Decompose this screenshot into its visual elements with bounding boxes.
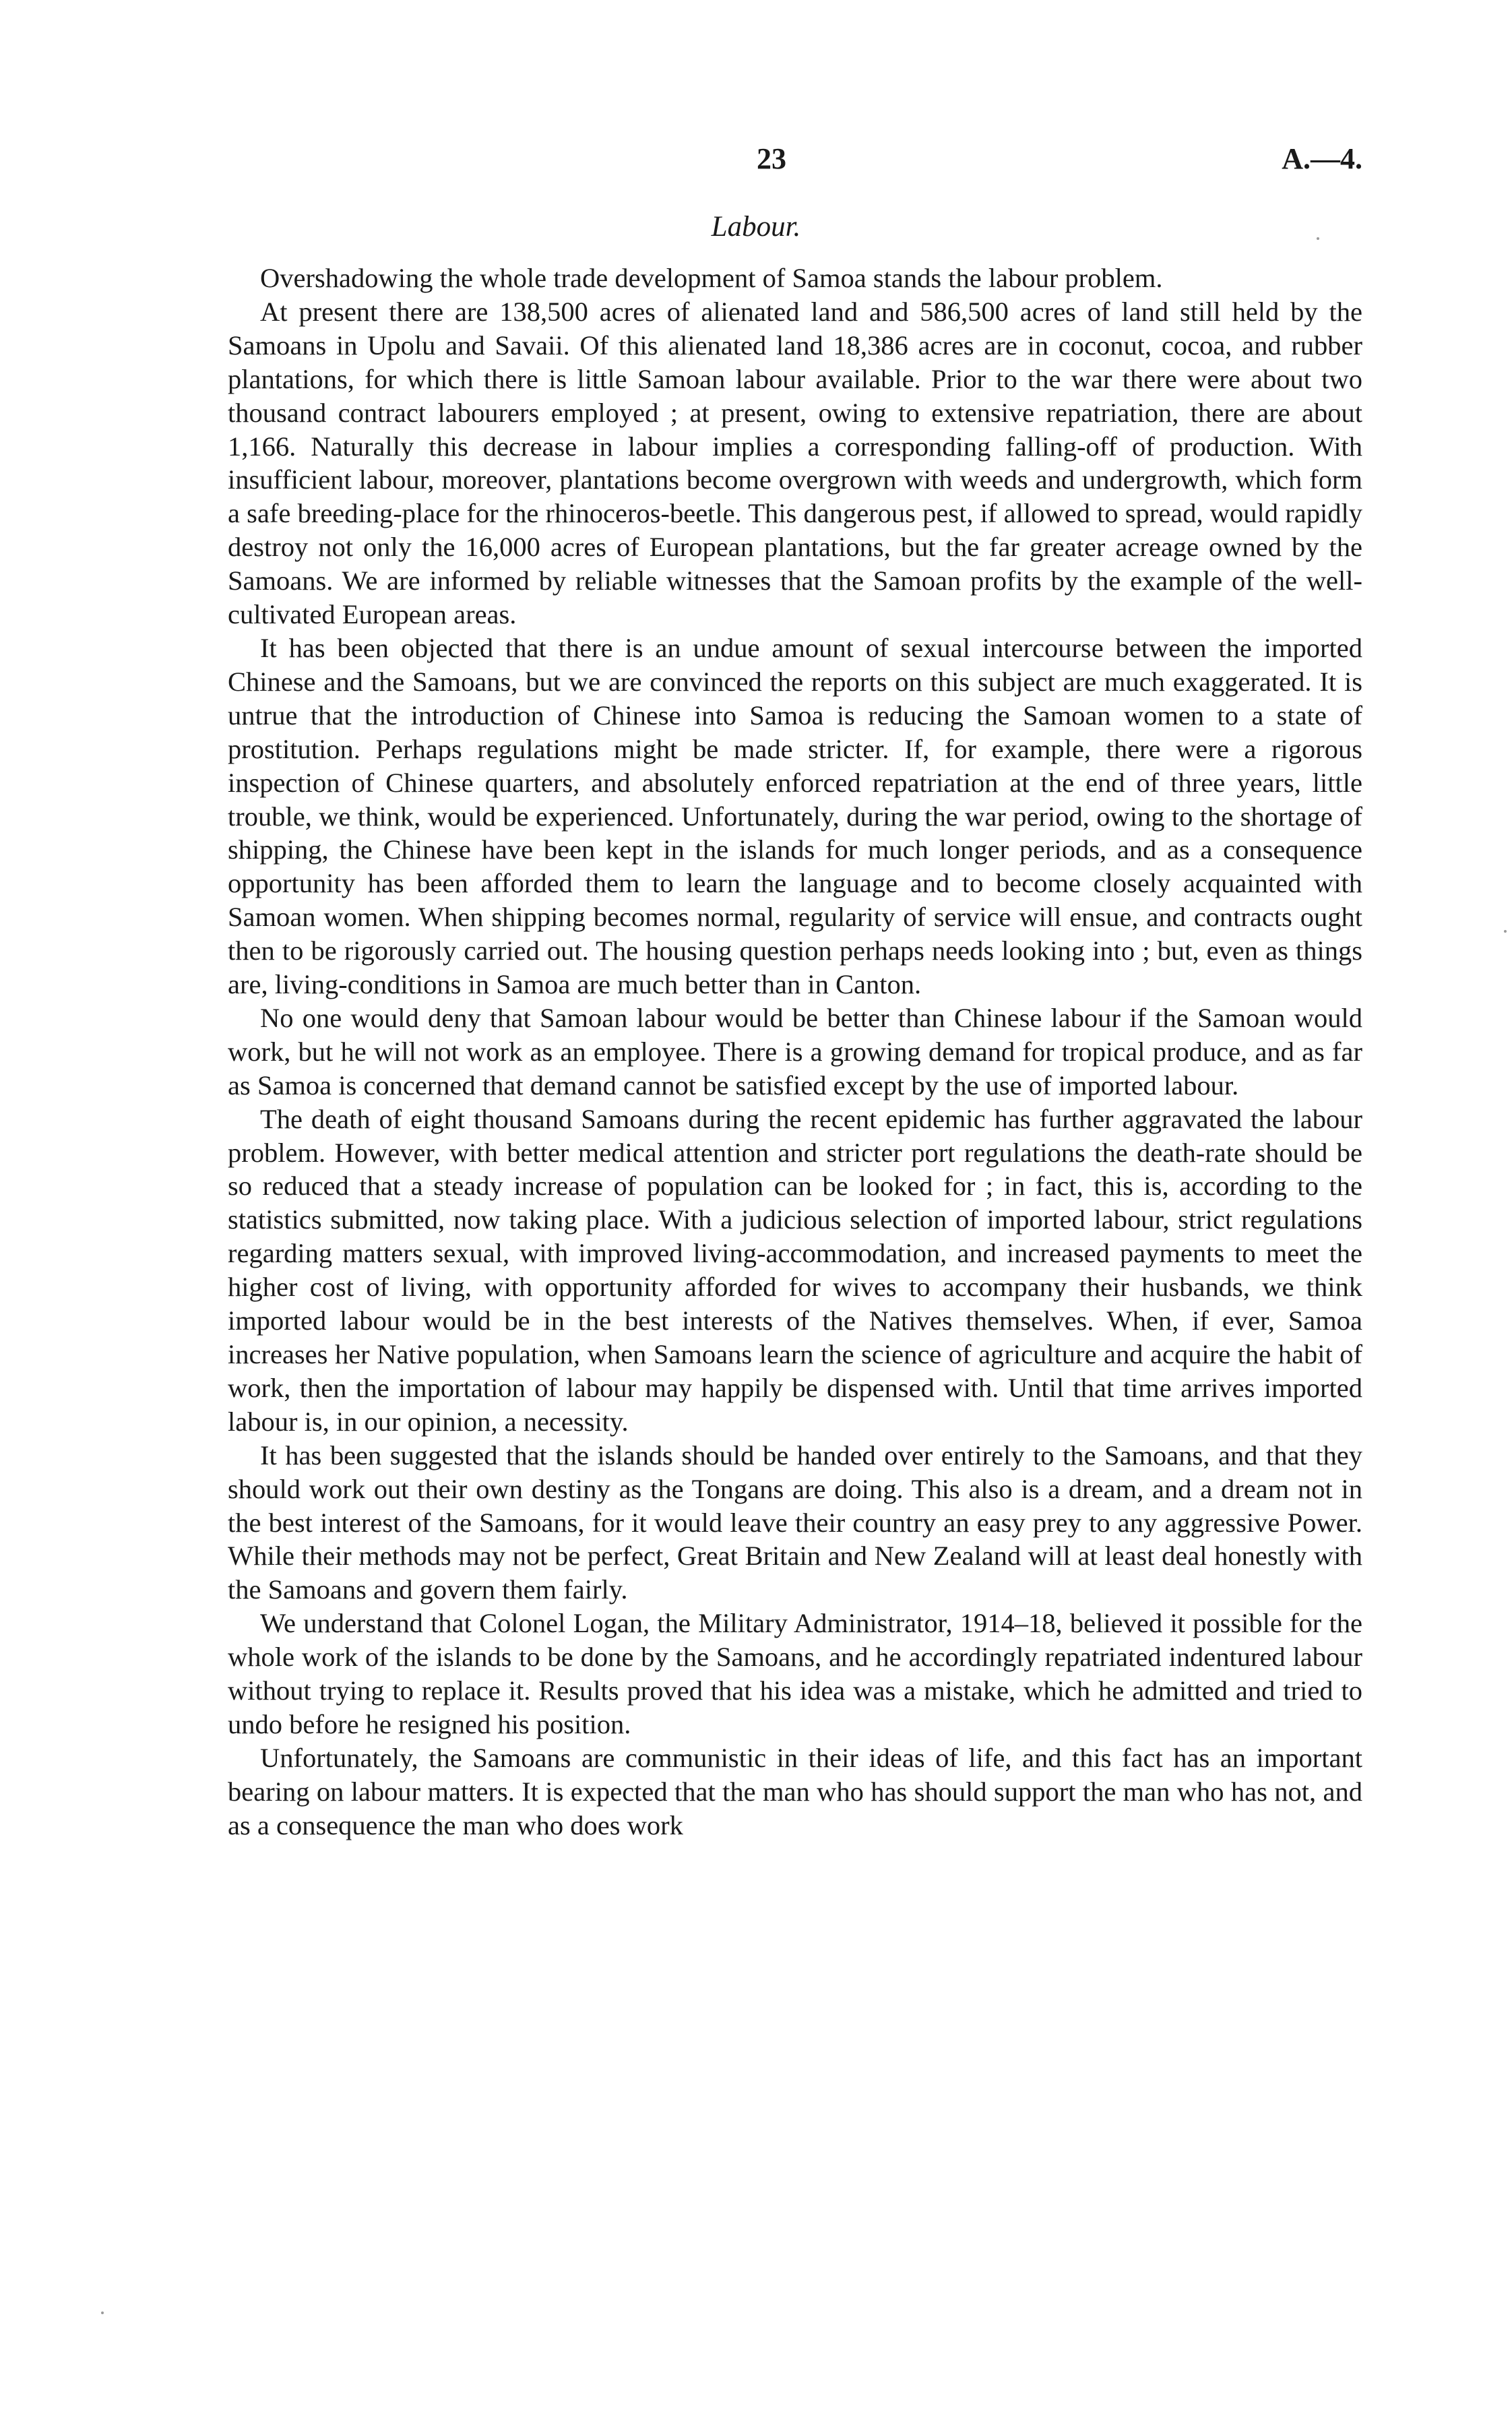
- section-title: Labour.: [711, 211, 801, 243]
- paragraph-2: At present there are 138,500 acres of alienated land and 586,500 acres of land still held by the Samoans in Upolu and Savaii. Of this alienated land 18,386 acres are in coconut, cocoa, and rubber plantations, for which there is little Samoan labour available. Prior to the war there were about two thousand contract labourers employed ; at present, owing to extensive repatriation, there are about 1,166. Naturally this decrease in labour implies a corresponding falling-off of production. With insufficient labour, moreover, plantations become overgrown with weeds and undergrowth, which form a safe breeding-place for the rhinoceros-beetle. This dangerous pest, if allowed to spread, would rapidly destroy not only the 16,000 acres of European plantations, but the far greater acreage owned by the Samoans. We are informed by reliable witnesses that the Samoan profits by the example of the well-cultivated European areas.: [228, 296, 1362, 630]
- paragraph-5: The death of eight thousand Samoans during the recent epidemic has further aggravated the labour problem. However, with better medical attention and stricter port regulations the death-rate should be so reduced that a steady increase of population can be looked for ; in fact, this is, according to the statistics submitted, now taking place. With a judicious selection of imported labour, strict regulations regarding matters sexual, with improved living-accommodation, and increased payments to meet the higher cost of living, with opportunity afforded for wives to accompany their husbands, we think imported labour would be in the best interests of the Natives themselves. When, if ever, Samoa increases her Native population, when Samoans learn the science of agriculture and acquire the habit of work, then the importation of labour may happily be dispensed with. Until that time arrives imported labour is, in our opinion, a necessity.: [228, 1103, 1362, 1437]
- paragraph-8: Unfortunately, the Samoans are communistic in their ideas of life, and this fact has an important bearing on labour matters. It is expected that the man who has should support the man who has not, and as a consequence the man who does work: [228, 1742, 1362, 1840]
- document-reference: A.—4.: [1282, 142, 1362, 175]
- scan-speck: [1317, 237, 1319, 240]
- paragraph-7: We understand that Colonel Logan, the Military Administrator, 1914–18, believed it possible for the whole work of the islands to be done by the Samoans, and he accordingly repatriated indentured labour without trying to replace it. Results proved that his idea was a mistake, which he admitted and tried to undo before he resigned his position.: [228, 1608, 1362, 1739]
- scan-speck: [101, 2312, 104, 2314]
- page-number: 23: [757, 142, 786, 175]
- paragraph-1: Overshadowing the whole trade development of Samoa stands the labour problem.: [260, 263, 1163, 293]
- body-text: [228, 261, 1362, 1842]
- scan-speck: [1504, 930, 1507, 933]
- paragraph-6: It has been suggested that the islands should be handed over entirely to the Samoans, and that they should work out their own destiny as the Tongans are doing. This also is a dream, and a dream not in the best interest of the Samoans, for it would leave their country an easy prey to any aggressive Power. While their methods may not be perfect, Great Britain and New Zealand will at least deal honestly with the Samoans and govern them fairly.: [228, 1439, 1362, 1605]
- paragraph-3: It has been objected that there is an undue amount of sexual intercourse between the imported Chinese and the Samoans, but we are convinced the reports on this subject are much exaggerated. It is untrue that the introduction of Chinese into Samoa is reducing the Samoan women to a state of prostitution. Perhaps regulations might be made stricter. If, for example, there were a rigorous inspection of Chinese quarters, and absolutely enforced repatriation at the end of three years, little trouble, we think, would be experienced. Unfortunately, during the war period, owing to the shortage of shipping, the Chinese have been kept in the islands for much longer periods, and as a consequence opportunity has been afforded them to learn the language and to become closely acquainted with Samoan women. When shipping becomes normal, regularity of service will ensue, and contracts ought then to be rigorously carried out. The housing question perhaps needs looking into ; but, even as things are, living-conditions in Samoa are much better than in Canton.: [228, 632, 1362, 1000]
- paragraph-4: No one would deny that Samoan labour would be better than Chinese labour if the Samoan would work, but he will not work as an employee. There is a growing demand for tropical produce, and as far as Samoa is concerned that demand cannot be satisfied except by the use of imported labour.: [228, 1002, 1362, 1100]
